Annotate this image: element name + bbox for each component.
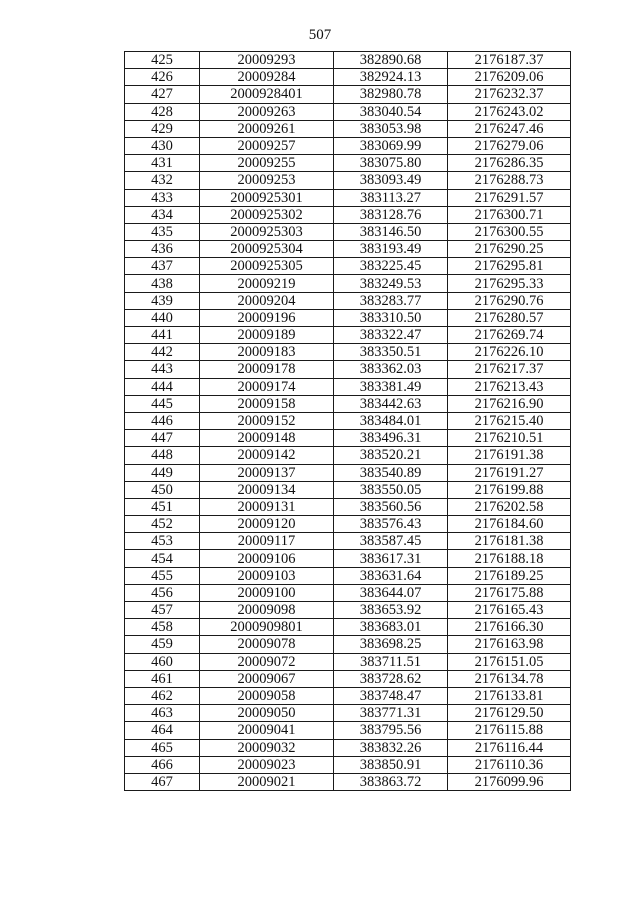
point-id-cell: 20009263 [200,103,334,120]
table-row [125,636,571,653]
y-coordinate-cell: 2176295.81 [448,258,571,275]
y-coordinate-cell: 2176202.58 [448,498,571,515]
x-coordinate-cell: 383728.62 [334,670,448,687]
y-coordinate-cell: 2176181.38 [448,533,571,550]
x-coordinate-cell: 382980.78 [334,86,448,103]
x-coordinate-cell: 383053.98 [334,120,448,137]
y-coordinate-cell: 2176288.73 [448,172,571,189]
table-row [125,498,571,515]
table-row [125,550,571,567]
page-number: 507 [308,27,332,43]
x-coordinate-cell: 383225.45 [334,258,448,275]
x-coordinate-cell: 383310.50 [334,309,448,326]
row-number-cell: 448 [125,447,200,464]
point-id-cell: 20009261 [200,120,334,137]
table-row [125,516,571,533]
table-row [125,722,571,739]
x-coordinate-cell: 383249.53 [334,275,448,292]
point-id-cell: 20009021 [200,773,334,790]
table-row [125,584,571,601]
row-number-cell: 463 [125,705,200,722]
x-coordinate-cell: 383617.31 [334,550,448,567]
x-coordinate-cell: 383576.43 [334,516,448,533]
point-id-cell: 2000925305 [200,258,334,275]
row-number-cell: 449 [125,464,200,481]
row-number-cell: 454 [125,550,200,567]
row-number-cell: 464 [125,722,200,739]
point-id-cell: 20009152 [200,412,334,429]
row-number-cell: 447 [125,430,200,447]
table-row [125,739,571,756]
point-id-cell: 20009219 [200,275,334,292]
y-coordinate-cell: 2176232.37 [448,86,571,103]
row-number-cell: 456 [125,584,200,601]
y-coordinate-cell: 2176290.25 [448,241,571,258]
y-coordinate-cell: 2176217.37 [448,361,571,378]
y-coordinate-cell: 2176286.35 [448,155,571,172]
point-id-cell: 20009134 [200,481,334,498]
y-coordinate-cell: 2176300.71 [448,206,571,223]
table-row [125,206,571,223]
point-id-cell: 20009023 [200,756,334,773]
table-row [125,670,571,687]
y-coordinate-cell: 2176115.88 [448,722,571,739]
table-row [125,430,571,447]
point-id-cell: 20009067 [200,670,334,687]
x-coordinate-cell: 383040.54 [334,103,448,120]
x-coordinate-cell: 383795.56 [334,722,448,739]
table-row [125,292,571,309]
point-id-cell: 20009120 [200,516,334,533]
x-coordinate-cell: 383832.26 [334,739,448,756]
table-row [125,756,571,773]
point-id-cell: 20009103 [200,567,334,584]
table-row [125,69,571,86]
y-coordinate-cell: 2176191.38 [448,447,571,464]
x-coordinate-cell: 383069.99 [334,137,448,154]
y-coordinate-cell: 2176215.40 [448,412,571,429]
point-id-cell: 20009148 [200,430,334,447]
point-id-cell: 20009106 [200,550,334,567]
point-id-cell: 2000925301 [200,189,334,206]
y-coordinate-cell: 2176110.36 [448,756,571,773]
y-coordinate-cell: 2176133.81 [448,687,571,704]
table-row [125,533,571,550]
x-coordinate-cell: 383484.01 [334,412,448,429]
point-id-cell: 20009078 [200,636,334,653]
row-number-cell: 457 [125,602,200,619]
y-coordinate-cell: 2176213.43 [448,378,571,395]
point-id-cell: 20009284 [200,69,334,86]
x-coordinate-cell: 383146.50 [334,223,448,240]
coordinate-table-body [125,52,571,791]
row-number-cell: 439 [125,292,200,309]
table-row [125,464,571,481]
y-coordinate-cell: 2176151.05 [448,653,571,670]
row-number-cell: 443 [125,361,200,378]
point-id-cell: 20009142 [200,447,334,464]
table-row [125,103,571,120]
x-coordinate-cell: 383193.49 [334,241,448,258]
row-number-cell: 442 [125,344,200,361]
point-id-cell: 20009189 [200,327,334,344]
x-coordinate-cell: 383540.89 [334,464,448,481]
table-row [125,653,571,670]
y-coordinate-cell: 2176184.60 [448,516,571,533]
table-row [125,189,571,206]
point-id-cell: 2000925302 [200,206,334,223]
table-row [125,687,571,704]
point-id-cell: 20009174 [200,378,334,395]
y-coordinate-cell: 2176129.50 [448,705,571,722]
y-coordinate-cell: 2176199.88 [448,481,571,498]
row-number-cell: 445 [125,395,200,412]
row-number-cell: 436 [125,241,200,258]
y-coordinate-cell: 2176191.27 [448,464,571,481]
point-id-cell: 2000928401 [200,86,334,103]
point-id-cell: 20009255 [200,155,334,172]
table-row [125,567,571,584]
row-number-cell: 446 [125,412,200,429]
y-coordinate-cell: 2176247.46 [448,120,571,137]
point-id-cell: 20009058 [200,687,334,704]
point-id-cell: 20009257 [200,137,334,154]
x-coordinate-cell: 383711.51 [334,653,448,670]
row-number-cell: 450 [125,481,200,498]
row-number-cell: 432 [125,172,200,189]
x-coordinate-cell: 383587.45 [334,533,448,550]
x-coordinate-cell: 383863.72 [334,773,448,790]
x-coordinate-cell: 383350.51 [334,344,448,361]
row-number-cell: 427 [125,86,200,103]
y-coordinate-cell: 2176300.55 [448,223,571,240]
table-row [125,241,571,258]
row-number-cell: 459 [125,636,200,653]
x-coordinate-cell: 383850.91 [334,756,448,773]
table-row [125,447,571,464]
table-row [125,773,571,790]
table-row [125,309,571,326]
table-row [125,137,571,154]
y-coordinate-cell: 2176163.98 [448,636,571,653]
row-number-cell: 428 [125,103,200,120]
point-id-cell: 20009117 [200,533,334,550]
x-coordinate-cell: 383362.03 [334,361,448,378]
row-number-cell: 452 [125,516,200,533]
row-number-cell: 433 [125,189,200,206]
table-row [125,705,571,722]
table-row [125,378,571,395]
x-coordinate-cell: 383631.64 [334,567,448,584]
point-id-cell: 20009253 [200,172,334,189]
coordinate-table [124,51,571,791]
point-id-cell: 20009050 [200,705,334,722]
x-coordinate-cell: 383113.27 [334,189,448,206]
table-row [125,619,571,636]
x-coordinate-cell: 383075.80 [334,155,448,172]
point-id-cell: 2000909801 [200,619,334,636]
table-row [125,327,571,344]
point-id-cell: 20009100 [200,584,334,601]
y-coordinate-cell: 2176188.18 [448,550,571,567]
x-coordinate-cell: 383683.01 [334,619,448,636]
row-number-cell: 425 [125,52,200,69]
row-number-cell: 430 [125,137,200,154]
x-coordinate-cell: 383128.76 [334,206,448,223]
table-row [125,275,571,292]
row-number-cell: 441 [125,327,200,344]
x-coordinate-cell: 383283.77 [334,292,448,309]
row-number-cell: 426 [125,69,200,86]
point-id-cell: 20009178 [200,361,334,378]
point-id-cell: 20009293 [200,52,334,69]
x-coordinate-cell: 383653.92 [334,602,448,619]
row-number-cell: 460 [125,653,200,670]
point-id-cell: 20009196 [200,309,334,326]
y-coordinate-cell: 2176243.02 [448,103,571,120]
table-row [125,258,571,275]
x-coordinate-cell: 383644.07 [334,584,448,601]
y-coordinate-cell: 2176279.06 [448,137,571,154]
y-coordinate-cell: 2176295.33 [448,275,571,292]
y-coordinate-cell: 2176209.06 [448,69,571,86]
point-id-cell: 20009158 [200,395,334,412]
row-number-cell: 453 [125,533,200,550]
row-number-cell: 455 [125,567,200,584]
table-row [125,602,571,619]
y-coordinate-cell: 2176099.96 [448,773,571,790]
table-row [125,412,571,429]
row-number-cell: 440 [125,309,200,326]
x-coordinate-cell: 383520.21 [334,447,448,464]
x-coordinate-cell: 383560.56 [334,498,448,515]
table-row [125,481,571,498]
row-number-cell: 431 [125,155,200,172]
y-coordinate-cell: 2176134.78 [448,670,571,687]
row-number-cell: 437 [125,258,200,275]
table-row [125,52,571,69]
x-coordinate-cell: 383322.47 [334,327,448,344]
table-row [125,344,571,361]
x-coordinate-cell: 382890.68 [334,52,448,69]
table-row [125,86,571,103]
point-id-cell: 20009204 [200,292,334,309]
row-number-cell: 461 [125,670,200,687]
y-coordinate-cell: 2176280.57 [448,309,571,326]
x-coordinate-cell: 383698.25 [334,636,448,653]
point-id-cell: 20009041 [200,722,334,739]
point-id-cell: 20009131 [200,498,334,515]
x-coordinate-cell: 382924.13 [334,69,448,86]
y-coordinate-cell: 2176226.10 [448,344,571,361]
y-coordinate-cell: 2176187.37 [448,52,571,69]
point-id-cell: 2000925304 [200,241,334,258]
y-coordinate-cell: 2176290.76 [448,292,571,309]
row-number-cell: 429 [125,120,200,137]
y-coordinate-cell: 2176116.44 [448,739,571,756]
row-number-cell: 451 [125,498,200,515]
x-coordinate-cell: 383496.31 [334,430,448,447]
point-id-cell: 20009137 [200,464,334,481]
y-coordinate-cell: 2176175.88 [448,584,571,601]
x-coordinate-cell: 383093.49 [334,172,448,189]
row-number-cell: 458 [125,619,200,636]
x-coordinate-cell: 383550.05 [334,481,448,498]
table-row [125,172,571,189]
row-number-cell: 434 [125,206,200,223]
table-row [125,120,571,137]
point-id-cell: 20009072 [200,653,334,670]
y-coordinate-cell: 2176269.74 [448,327,571,344]
y-coordinate-cell: 2176216.90 [448,395,571,412]
y-coordinate-cell: 2176291.57 [448,189,571,206]
table-row [125,223,571,240]
row-number-cell: 465 [125,739,200,756]
table-row [125,155,571,172]
row-number-cell: 435 [125,223,200,240]
row-number-cell: 438 [125,275,200,292]
y-coordinate-cell: 2176166.30 [448,619,571,636]
y-coordinate-cell: 2176189.25 [448,567,571,584]
table-row [125,395,571,412]
x-coordinate-cell: 383381.49 [334,378,448,395]
point-id-cell: 20009098 [200,602,334,619]
point-id-cell: 20009183 [200,344,334,361]
point-id-cell: 2000925303 [200,223,334,240]
row-number-cell: 466 [125,756,200,773]
x-coordinate-cell: 383748.47 [334,687,448,704]
row-number-cell: 462 [125,687,200,704]
y-coordinate-cell: 2176210.51 [448,430,571,447]
row-number-cell: 444 [125,378,200,395]
table-row [125,361,571,378]
y-coordinate-cell: 2176165.43 [448,602,571,619]
row-number-cell: 467 [125,773,200,790]
x-coordinate-cell: 383442.63 [334,395,448,412]
point-id-cell: 20009032 [200,739,334,756]
x-coordinate-cell: 383771.31 [334,705,448,722]
